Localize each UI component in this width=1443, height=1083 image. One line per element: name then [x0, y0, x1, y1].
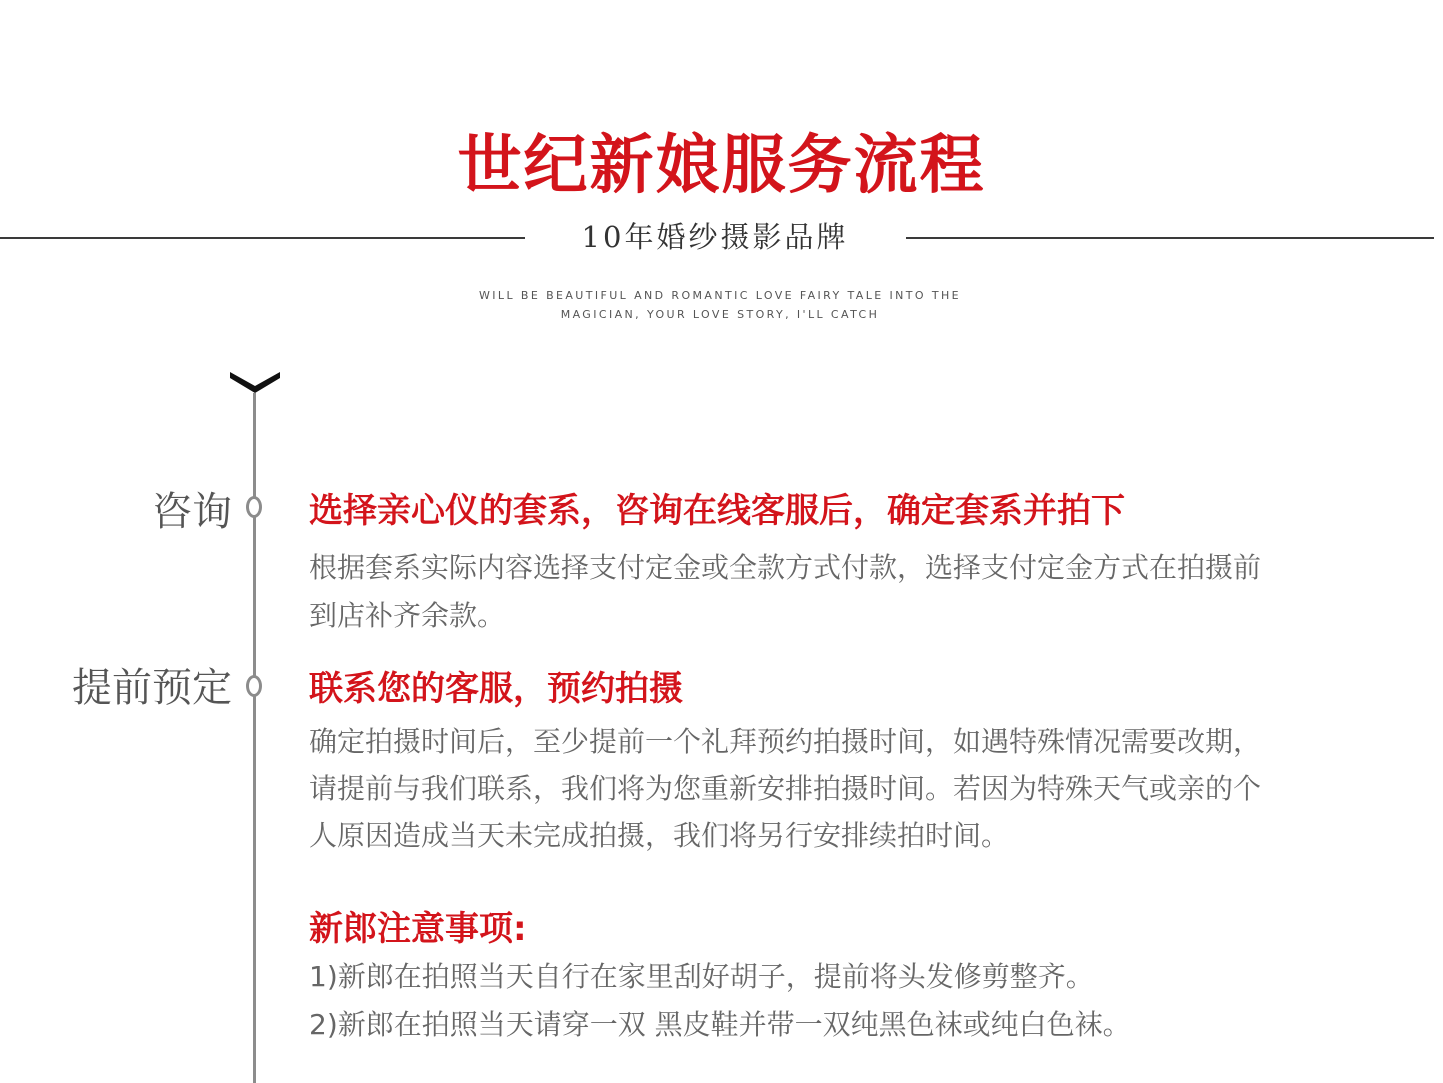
- timeline-node-icon: [246, 496, 262, 518]
- timeline-node-icon: [246, 675, 262, 697]
- description-line: 确定拍摄时间后，至少提前一个礼拜预约拍摄时间，如遇特殊情况需要改期，: [309, 725, 1262, 758]
- step-description-reserve: [309, 718, 1369, 859]
- description-line: 人原因造成当天未完成拍摄，我们将另行安排续拍时间。: [309, 819, 1010, 852]
- step-description-consult: [309, 544, 1369, 640]
- groom-note-item: 2)新郎在拍照当天请穿一双 黑皮鞋并带一双纯黑色袜或纯白色袜。: [309, 1008, 1131, 1041]
- divider-left: [0, 237, 525, 239]
- description-line: 请提前与我们联系，我们将为您重新安排拍摄时间。若因为特殊天气或亲的个: [309, 772, 1262, 805]
- groom-notes-heading: 新郎注意事项:: [309, 909, 527, 949]
- step-label-reserve: 提前预定: [72, 665, 232, 711]
- brand-subtitle: 10年婚纱摄影品牌: [581, 220, 849, 254]
- step-heading-reserve: 联系您的客服，预约拍摄: [309, 669, 683, 709]
- step-heading-consult: 选择亲心仪的套系，咨询在线客服后，确定套系并拍下: [309, 491, 1125, 531]
- description-line: 根据套系实际内容选择支付定金或全款方式付款，选择支付定金方式在拍摄前: [309, 551, 1262, 584]
- divider-right: [906, 237, 1434, 239]
- tagline-line-2: MAGICIAN, YOUR LOVE STORY, I'LL CATCH: [560, 308, 880, 321]
- step-label-consult: 咨询: [152, 489, 232, 535]
- chevron-down-icon: [228, 366, 282, 394]
- groom-note-item: 1)新郎在拍照当天自行在家里刮好胡子，提前将头发修剪整齐。: [309, 960, 1094, 993]
- page-title: 世纪新娘服务流程: [457, 129, 986, 203]
- description-line: 到店补齐余款。: [309, 599, 506, 632]
- tagline-line-1: WILL BE BEAUTIFUL AND ROMANTIC LOVE FAIRY TALE INTO THE: [479, 289, 961, 302]
- english-tagline: [420, 286, 1020, 324]
